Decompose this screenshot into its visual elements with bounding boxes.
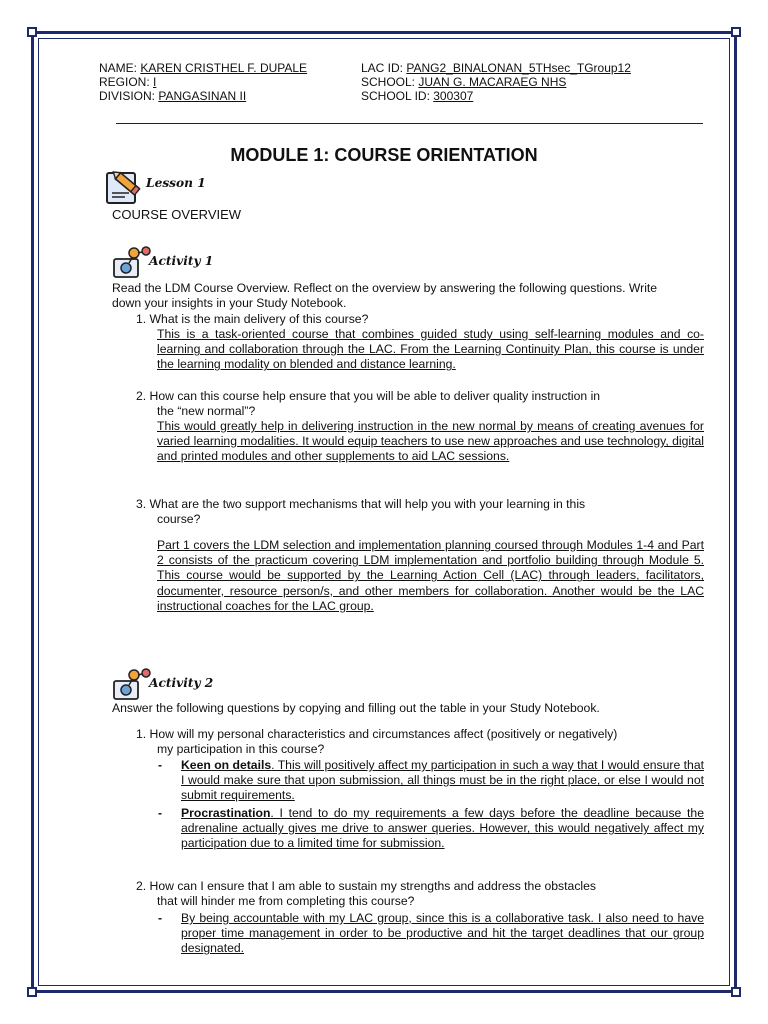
lesson-heading: Lesson 1: [146, 176, 206, 190]
bullet-dash: -: [158, 911, 163, 925]
activity1-question-3-cont: course?: [157, 512, 201, 526]
bullet-2-text: . I tend to do my requirements a few days before the deadline because the adrenaline actually gives me drive to answer queries. However, this would negatively affect my participation due to a limited time for submission.: [181, 806, 704, 851]
header-left: NAME: KAREN CRISTHEL F. DUPALE REGION: I DIVISION: PANGASINAN II: [99, 61, 308, 103]
division-value: PANGASINAN II: [158, 89, 247, 103]
bullet-dash: -: [158, 806, 163, 820]
activity2-bullet-3: By being accountable with my LAC group, since this is a collaborative task. I also need to have proper time management in order to be productive and hit the target deadlines that our group designated.: [181, 911, 704, 956]
activity1-answer-2: This would greatly help in delivering instruction in the new normal by means of creating avenues for varied learning modalities. It would equip teachers to use new approaches and use technology, digital and printed modules and other supplements to aid LAC sessions.: [157, 419, 704, 464]
school-id-value: 300307: [433, 89, 474, 103]
activity1-question-3: 3. What are the two support mechanisms that will help you with your learning in this: [136, 497, 586, 511]
activity1-answer-3: Part 1 covers the LDM selection and implementation planning coursed through Modules 1-4 and Part 2 consists of the practicum covering LDM implementation and portfolio building through Module 5. This course would be supported by the Learning Action Cell (LAC) through leaders, facilitators, documenter, resource person/s, and other members for collaboration. Another would be the LAC instructional coaches for the LAC group.: [157, 538, 704, 613]
region-value: I: [153, 75, 157, 89]
activity1-question-1: 1. What is the main delivery of this course?: [136, 312, 369, 326]
bullet-dash: -: [158, 758, 163, 772]
pencil-paper-icon: [103, 167, 145, 207]
activity-icon: [112, 667, 152, 703]
header-divider: [116, 123, 703, 124]
module-title: MODULE 1: COURSE ORIENTATION: [230, 145, 538, 165]
school-value: JUAN G. MACARAEG NHS: [418, 75, 567, 89]
activity1-question-2: 2. How can this course help ensure that you will be able to deliver quality instruction in: [136, 389, 601, 403]
border-corner: [27, 987, 37, 997]
activity2-bullet-1: [181, 758, 704, 804]
activity2-intro: Answer the following questions by copying and filling out the table in your Study Notebook.: [112, 701, 600, 715]
activity2-question-1-cont: my participation in this course?: [157, 742, 325, 756]
activity1-answer-1: This is a task-oriented course that combines guided study using self-learning modules and co-learning and collaboration through the LAC. From the Learning Continuity Plan, this course is under the learning modality on blended and distance learning.: [157, 327, 704, 372]
activity2-bullet-2: [181, 806, 704, 852]
border-corner: [27, 27, 37, 37]
header-right: LAC ID: PANG2_BINALONAN_5THsec_TGroup12 SCHOOL: JUAN G. MACARAEG NHS SCHOOL ID: 300307: [361, 61, 631, 103]
bullet-2-keyword: Procrastination: [181, 806, 271, 820]
lesson-subtitle: COURSE OVERVIEW: [112, 207, 242, 222]
activity-icon: [112, 245, 152, 281]
activity1-heading: Activity 1: [149, 254, 214, 268]
lac-id-value: PANG2_BINALONAN_5THsec_TGroup12: [406, 61, 631, 75]
activity2-question-1: 1. How will my personal characteristics and circumstances affect (positively or negatively): [136, 727, 618, 741]
border-corner: [731, 987, 741, 997]
activity1-intro: Read the LDM Course Overview. Reflect on the overview by answering the following questions. Write down your insights in your Study Notebook.: [112, 281, 658, 311]
activity2-heading: Activity 2: [149, 676, 214, 690]
activity1-question-2-cont: the “new normal”?: [157, 404, 256, 418]
bullet-1-keyword: Keen on details: [181, 758, 272, 772]
border-corner: [731, 27, 741, 37]
activity2-question-2-cont: that will hinder me from completing this course?: [157, 894, 415, 908]
activity2-question-2: 2. How can I ensure that I am able to sustain my strengths and address the obstacles: [136, 879, 596, 893]
bullet-1-text: . This will positively affect my participation in such a way that I would ensure that I would make sure that upon submission, all things must be in the right place, or else I would not submit requirements.: [181, 758, 704, 803]
name-value: KAREN CRISTHEL F. DUPALE: [140, 61, 308, 75]
